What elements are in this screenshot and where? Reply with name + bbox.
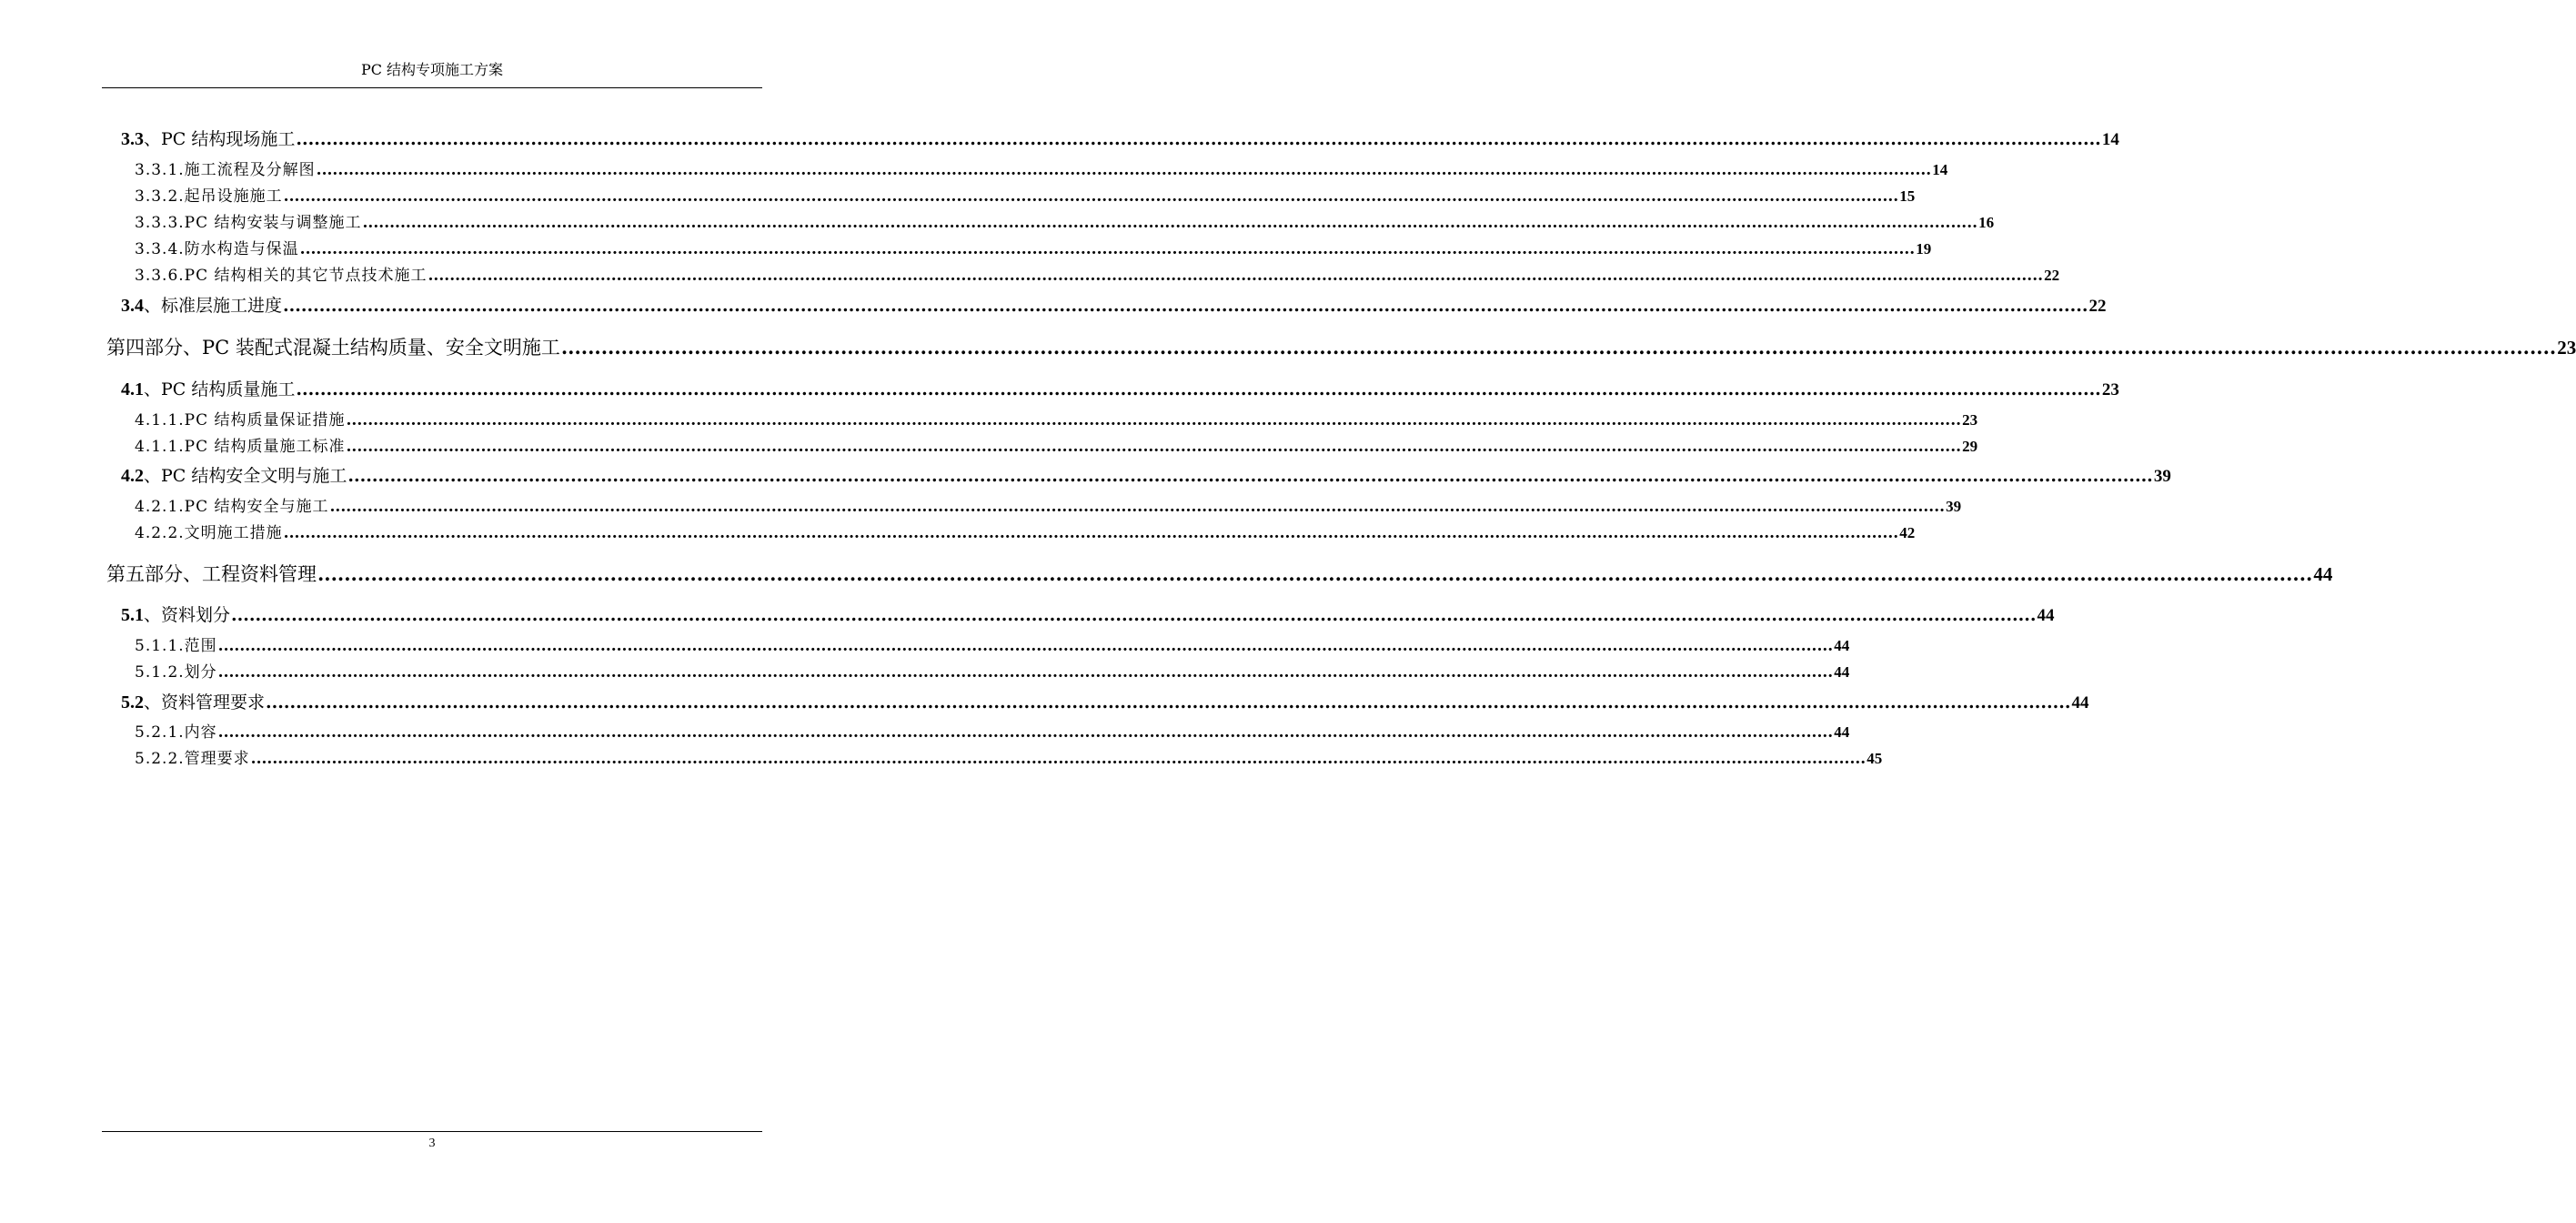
toc-entry-page: 22 [2044, 267, 2060, 284]
toc-entry[interactable] [135, 186, 1916, 207]
toc-entry[interactable] [135, 238, 1932, 260]
toc-entry-text: 、PC 结构质量施工 [144, 379, 296, 399]
toc-entry-title [135, 722, 217, 743]
dot-leader: ............................................................................................................................................................................................................................................................................................................ [217, 663, 1834, 682]
toc-entry[interactable] [135, 496, 1962, 518]
toc-entry-page: 23 [1962, 411, 1978, 429]
toc-entry-title [135, 409, 346, 431]
toc-entry-text: 3.3.6.PC 结构相关的其它节点技术施工 [135, 267, 428, 285]
toc-entry-number: 3.4 [121, 296, 144, 316]
toc-entry-page: 23 [2101, 380, 2119, 399]
toc-entry-text: 5.1.2.划分 [135, 663, 217, 682]
toc-entry-text: 第五部分、工程资料管理 [106, 563, 317, 585]
toc-entry-title [106, 561, 317, 587]
toc-entry-text: 4.2.2.文明施工措施 [135, 524, 283, 542]
toc-entry[interactable] [121, 294, 2107, 318]
toc-entry-title [135, 159, 316, 181]
toc-entry[interactable] [121, 464, 2171, 489]
dot-leader: ............................................................................................................................................................................................................................................................................................................ [283, 296, 2088, 316]
toc-entry-title [121, 127, 295, 151]
dot-leader: ............................................................................................................................................................................................................................................................................................................ [346, 411, 1962, 430]
toc-entry[interactable] [135, 436, 1978, 458]
toc-entry[interactable] [135, 265, 2060, 287]
toc-entry-page: 22 [2088, 297, 2107, 316]
page-number: 3 [428, 1137, 436, 1150]
toc-entry-text: 3.3.4.防水构造与保温 [135, 240, 299, 258]
dot-leader: ............................................................................................................................................................................................................................................................................................................ [346, 438, 1962, 456]
toc-entry-title [121, 691, 265, 714]
dot-leader: ............................................................................................................................................................................................................................................................................................................ [428, 267, 2044, 285]
toc-entry[interactable] [135, 522, 1916, 544]
toc-entry-page: 44 [1834, 637, 1850, 654]
dot-leader: ............................................................................................................................................................................................................................................................................................................ [250, 750, 1867, 768]
toc-entry-text: 、PC 结构现场施工 [144, 129, 296, 149]
toc-entry-title [135, 662, 217, 683]
toc-entry-page: 44 [2313, 563, 2333, 585]
toc-entry-number: 4.2 [121, 466, 144, 486]
toc-entry-page: 23 [2557, 337, 2576, 359]
toc-entry-text: 3.3.2.起吊设施施工 [135, 187, 283, 206]
toc-entry-text: 3.3.1.施工流程及分解图 [135, 161, 316, 179]
footer-rule [102, 1131, 762, 1132]
toc-entry-page: 39 [1946, 498, 1962, 515]
toc-entry-title [135, 265, 428, 287]
toc-entry-title [135, 212, 362, 234]
dot-leader: ............................................................................................................................................................................................................................................................................................................ [560, 336, 2557, 359]
toc-entry-title [135, 238, 299, 260]
toc-entry[interactable] [135, 159, 1948, 181]
dot-leader: ............................................................................................................................................................................................................................................................................................................ [217, 723, 1834, 742]
toc-entry[interactable] [135, 748, 1883, 770]
toc-entry-text: 4.1.1.PC 结构质量保证措施 [135, 411, 346, 430]
toc-entry-number: 5.2 [121, 692, 144, 713]
toc-entry-text: 4.2.1.PC 结构安全与施工 [135, 498, 329, 516]
toc-entry-title [135, 748, 250, 770]
dot-leader: ............................................................................................................................................................................................................................................................................................................ [231, 605, 2037, 625]
toc-entry-number: 3.3 [121, 129, 144, 149]
toc-entry-text: 、标准层施工进度 [144, 296, 283, 316]
dot-leader: ............................................................................................................................................................................................................................................................................................................ [217, 637, 1834, 655]
toc-entry-page: 44 [1834, 723, 1850, 741]
toc-entry-text: 3.3.3.PC 结构安装与调整施工 [135, 214, 362, 232]
toc-entry-text: 第四部分、PC 装配式混凝土结构质量、安全文明施工 [106, 337, 560, 359]
toc-entry-title [106, 335, 560, 360]
toc-entry-text: 5.1.1.范围 [135, 637, 217, 655]
toc-entry-title [135, 496, 329, 518]
dot-leader: ............................................................................................................................................................................................................................................................................................................ [266, 692, 2071, 713]
running-header: PC 结构专项施工方案 [360, 61, 504, 78]
toc-entry[interactable] [135, 635, 1850, 657]
toc-entry-page: 16 [1978, 214, 1995, 231]
toc-entry-title [121, 464, 347, 488]
dot-leader: ............................................................................................................................................................................................................................................................................................................ [347, 466, 2153, 486]
toc-entry-text: 、资料划分 [144, 605, 231, 625]
toc-entry-title [121, 378, 295, 401]
dot-leader: ............................................................................................................................................................................................................................................................................................................ [362, 214, 1978, 232]
toc-entry-page: 44 [1834, 663, 1850, 681]
dot-leader: ............................................................................................................................................................................................................................................................................................................ [296, 129, 2101, 149]
toc-entry-text: 、资料管理要求 [144, 692, 266, 713]
toc-entry[interactable] [121, 603, 2055, 628]
toc-entry-number: 5.1 [121, 605, 144, 625]
dot-leader: ............................................................................................................................................................................................................................................................................................................ [283, 187, 1899, 206]
dot-leader: ............................................................................................................................................................................................................................................................................................................ [296, 379, 2101, 399]
toc-entry-page: 44 [2037, 606, 2055, 625]
toc-entry-text: 5.2.2.管理要求 [135, 750, 250, 768]
toc-entry-text: 、PC 结构安全文明与施工 [144, 466, 347, 486]
toc-entry-page: 42 [1899, 524, 1916, 541]
toc-entry-page: 44 [2071, 693, 2089, 713]
toc-entry-page: 14 [2101, 130, 2119, 149]
toc-entry[interactable] [135, 212, 1995, 234]
toc-entry-text: 4.1.1.PC 结构质量施工标准 [135, 438, 346, 456]
toc-entry-title [121, 603, 230, 627]
toc-entry[interactable] [106, 335, 2576, 360]
toc-entry-title [121, 294, 282, 318]
toc-entry-page: 29 [1962, 438, 1978, 455]
toc-entry-page: 15 [1899, 187, 1916, 205]
toc-entry[interactable] [135, 722, 1850, 743]
dot-leader: ............................................................................................................................................................................................................................................................................................................ [283, 524, 1899, 542]
dot-leader: ............................................................................................................................................................................................................................................................................................................ [299, 240, 1916, 258]
toc-entry-title [135, 436, 346, 458]
toc-entry-number: 4.1 [121, 379, 144, 399]
toc-entry[interactable] [121, 691, 2089, 715]
toc-entry-text: 5.2.1.内容 [135, 723, 217, 742]
dot-leader: ............................................................................................................................................................................................................................................................................................................ [317, 562, 2313, 585]
dot-leader: ............................................................................................................................................................................................................................................................................................................ [329, 498, 1946, 516]
toc-entry-title [135, 186, 283, 207]
dot-leader: ............................................................................................................................................................................................................................................................................................................ [316, 161, 1932, 179]
toc-entry-page: 39 [2153, 467, 2171, 486]
toc-entry[interactable] [135, 662, 1850, 683]
toc-entry-title [135, 635, 217, 657]
toc-entry[interactable] [106, 561, 2333, 587]
toc-entry[interactable] [121, 127, 2119, 152]
toc-entry-title [135, 522, 283, 544]
toc-entry[interactable] [135, 409, 1978, 431]
toc-entry[interactable] [121, 378, 2119, 402]
toc-entry-page: 45 [1867, 750, 1883, 767]
toc-entry-page: 14 [1932, 161, 1948, 178]
toc-entry-page: 19 [1916, 240, 1932, 258]
